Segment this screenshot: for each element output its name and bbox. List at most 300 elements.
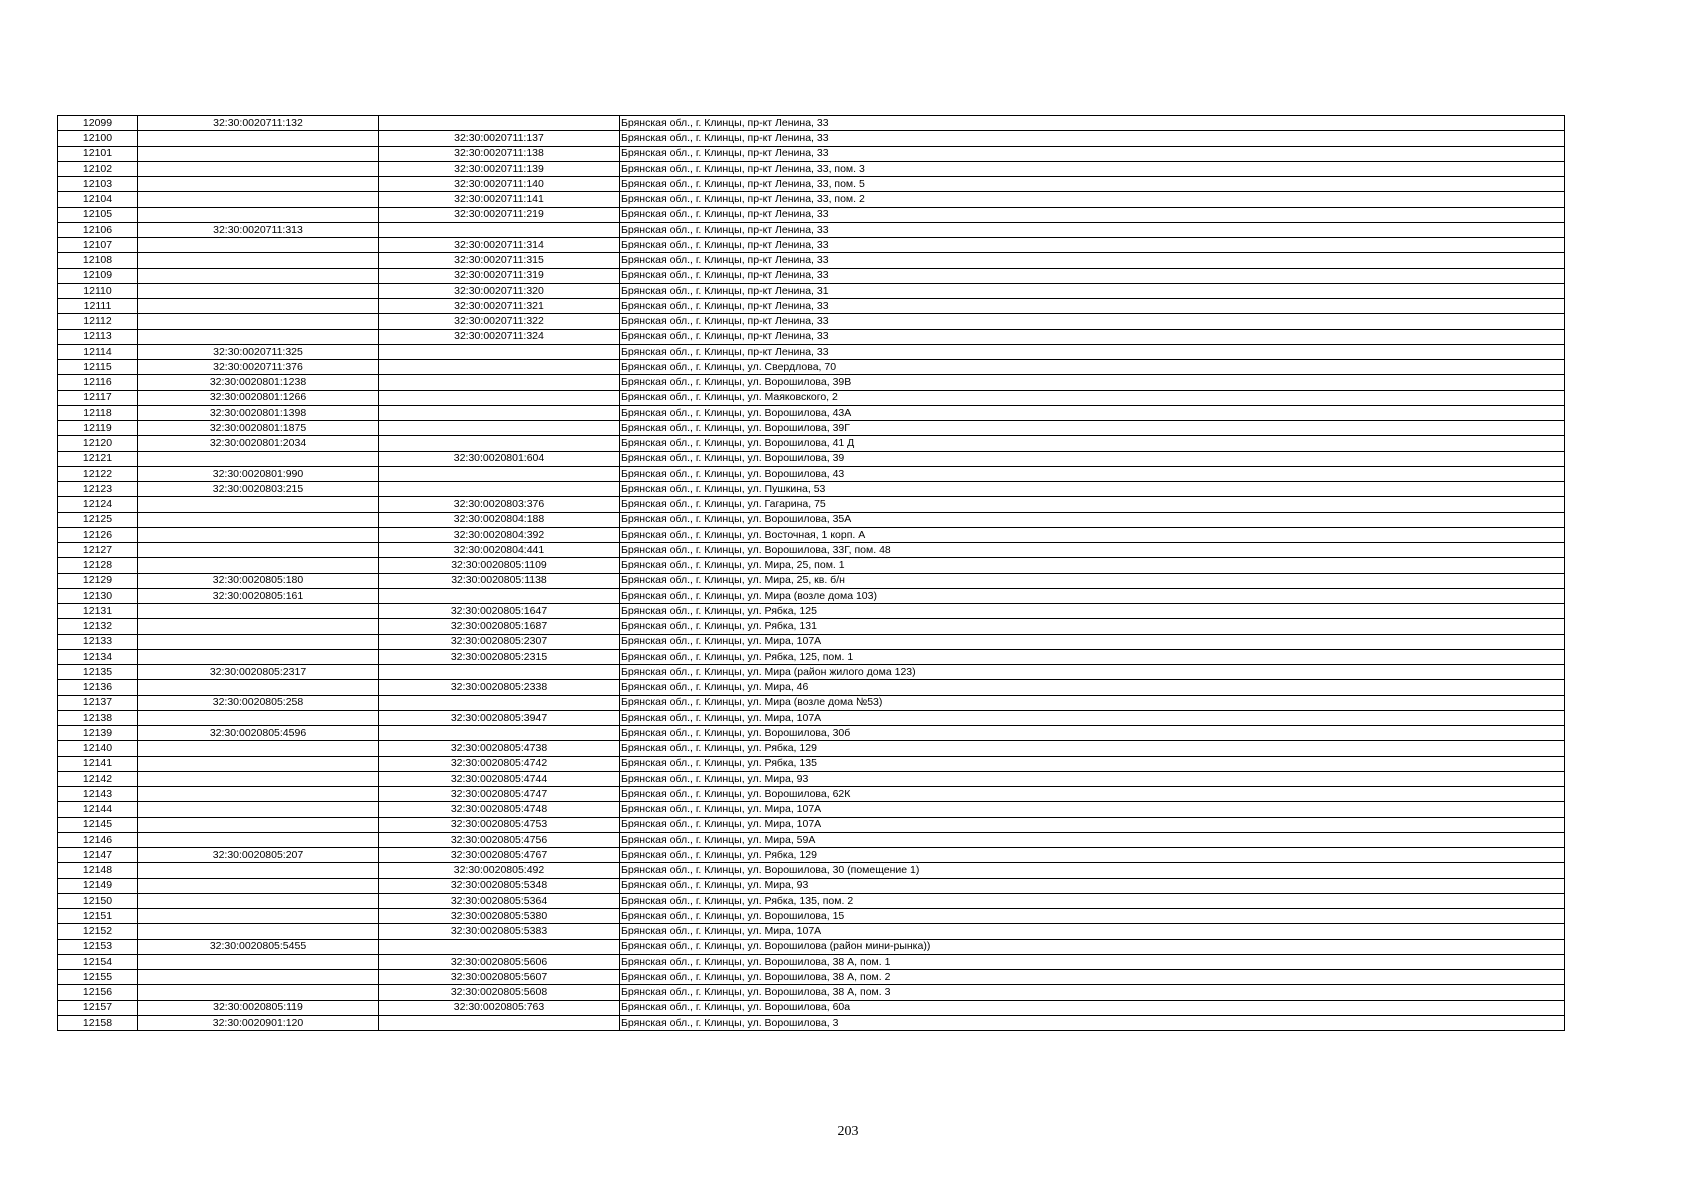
row-number-cell: 12154: [58, 954, 138, 969]
row-number-cell: 12122: [58, 466, 138, 481]
object-cadastral-number-cell: 32:30:0020805:5607: [379, 970, 620, 985]
row-number-cell: 12143: [58, 787, 138, 802]
address-cell: Брянская обл., г. Клинцы, пр-кт Ленина, 33: [620, 268, 1565, 283]
object-cadastral-number-cell: [379, 421, 620, 436]
object-cadastral-number-cell: 32:30:0020805:5608: [379, 985, 620, 1000]
table-row: [58, 390, 1565, 405]
object-cadastral-number-cell: 32:30:0020805:1138: [379, 573, 620, 588]
row-number-cell: 12117: [58, 390, 138, 405]
table-row: [58, 817, 1565, 832]
land-cadastral-number-cell: 32:30:0020805:119: [138, 1000, 379, 1015]
object-cadastral-number-cell: 32:30:0020711:139: [379, 161, 620, 176]
row-number-cell: 12100: [58, 131, 138, 146]
address-cell: Брянская обл., г. Клинцы, ул. Мира, 107А: [620, 802, 1565, 817]
address-cell: Брянская обл., г. Клинцы, ул. Ворошилова, 60а: [620, 1000, 1565, 1015]
object-cadastral-number-cell: 32:30:0020805:4744: [379, 771, 620, 786]
row-number-cell: 12151: [58, 909, 138, 924]
land-cadastral-number-cell: [138, 314, 379, 329]
object-cadastral-number-cell: 32:30:0020804:441: [379, 543, 620, 558]
table-row: [58, 375, 1565, 390]
object-cadastral-number-cell: 32:30:0020711:137: [379, 131, 620, 146]
land-cadastral-number-cell: 32:30:0020711:313: [138, 222, 379, 237]
object-cadastral-number-cell: [379, 375, 620, 390]
object-cadastral-number-cell: 32:30:0020711:219: [379, 207, 620, 222]
land-cadastral-number-cell: [138, 558, 379, 573]
object-cadastral-number-cell: 32:30:0020711:321: [379, 299, 620, 314]
object-cadastral-number-cell: 32:30:0020805:492: [379, 863, 620, 878]
address-cell: Брянская обл., г. Клинцы, пр-кт Ленина, 33: [620, 238, 1565, 253]
address-cell: Брянская обл., г. Клинцы, ул. Ворошилова, 35А: [620, 512, 1565, 527]
land-cadastral-number-cell: [138, 954, 379, 969]
table-row: [58, 360, 1565, 375]
address-cell: Брянская обл., г. Клинцы, ул. Свердлова, 70: [620, 360, 1565, 375]
row-number-cell: 12101: [58, 146, 138, 161]
land-cadastral-number-cell: [138, 878, 379, 893]
land-cadastral-number-cell: [138, 177, 379, 192]
table-row: [58, 161, 1565, 176]
row-number-cell: 12118: [58, 405, 138, 420]
row-number-cell: 12144: [58, 802, 138, 817]
table-row: [58, 482, 1565, 497]
row-number-cell: 12113: [58, 329, 138, 344]
table-row: [58, 222, 1565, 237]
table-row: [58, 192, 1565, 207]
land-cadastral-number-cell: [138, 543, 379, 558]
object-cadastral-number-cell: 32:30:0020804:188: [379, 512, 620, 527]
land-cadastral-number-cell: 32:30:0020801:1875: [138, 421, 379, 436]
object-cadastral-number-cell: 32:30:0020805:2315: [379, 649, 620, 664]
table-row: [58, 344, 1565, 359]
object-cadastral-number-cell: [379, 939, 620, 954]
row-number-cell: 12107: [58, 238, 138, 253]
table-row: [58, 466, 1565, 481]
row-number-cell: 12140: [58, 741, 138, 756]
object-cadastral-number-cell: 32:30:0020805:5383: [379, 924, 620, 939]
object-cadastral-number-cell: 32:30:0020804:392: [379, 527, 620, 542]
land-cadastral-number-cell: [138, 802, 379, 817]
table-row: [58, 299, 1565, 314]
object-cadastral-number-cell: [379, 222, 620, 237]
object-cadastral-number-cell: 32:30:0020805:4753: [379, 817, 620, 832]
address-cell: Брянская обл., г. Клинцы, ул. Рябка, 125, пом. 1: [620, 649, 1565, 664]
land-cadastral-number-cell: [138, 512, 379, 527]
land-cadastral-number-cell: [138, 756, 379, 771]
registry-table: [57, 115, 1565, 1031]
row-number-cell: 12126: [58, 527, 138, 542]
table-row: [58, 695, 1565, 710]
row-number-cell: 12104: [58, 192, 138, 207]
land-cadastral-number-cell: 32:30:0020805:180: [138, 573, 379, 588]
object-cadastral-number-cell: [379, 390, 620, 405]
address-cell: Брянская обл., г. Клинцы, ул. Мира, 107А: [620, 634, 1565, 649]
row-number-cell: 12148: [58, 863, 138, 878]
address-cell: Брянская обл., г. Клинцы, ул. Мира, 93: [620, 771, 1565, 786]
table-row: [58, 970, 1565, 985]
object-cadastral-number-cell: [379, 405, 620, 420]
land-cadastral-number-cell: [138, 604, 379, 619]
object-cadastral-number-cell: 32:30:0020805:5364: [379, 893, 620, 908]
address-cell: Брянская обл., г. Клинцы, пр-кт Ленина, 33: [620, 146, 1565, 161]
address-cell: Брянская обл., г. Клинцы, ул. Ворошилова, 38 А, пом. 3: [620, 985, 1565, 1000]
table-row: [58, 405, 1565, 420]
row-number-cell: 12120: [58, 436, 138, 451]
table-row: [58, 832, 1565, 847]
land-cadastral-number-cell: [138, 253, 379, 268]
address-cell: Брянская обл., г. Клинцы, ул. Ворошилова, 39Г: [620, 421, 1565, 436]
land-cadastral-number-cell: [138, 268, 379, 283]
table-row: [58, 726, 1565, 741]
land-cadastral-number-cell: [138, 832, 379, 847]
land-cadastral-number-cell: [138, 299, 379, 314]
table-row: [58, 573, 1565, 588]
object-cadastral-number-cell: [379, 695, 620, 710]
address-cell: Брянская обл., г. Клинцы, ул. Ворошилова (район мини-рынка)): [620, 939, 1565, 954]
address-cell: Брянская обл., г. Клинцы, ул. Рябка, 131: [620, 619, 1565, 634]
row-number-cell: 12116: [58, 375, 138, 390]
row-number-cell: 12105: [58, 207, 138, 222]
row-number-cell: 12152: [58, 924, 138, 939]
address-cell: Брянская обл., г. Клинцы, пр-кт Ленина, 33: [620, 222, 1565, 237]
address-cell: Брянская обл., г. Клинцы, пр-кт Ленина, 33: [620, 207, 1565, 222]
object-cadastral-number-cell: 32:30:0020805:1647: [379, 604, 620, 619]
table-row: [58, 421, 1565, 436]
address-cell: Брянская обл., г. Клинцы, пр-кт Ленина, 33, пом. 3: [620, 161, 1565, 176]
address-cell: Брянская обл., г. Клинцы, пр-кт Ленина, 31: [620, 283, 1565, 298]
object-cadastral-number-cell: 32:30:0020805:4738: [379, 741, 620, 756]
address-cell: Брянская обл., г. Клинцы, ул. Мира, 107А: [620, 710, 1565, 725]
address-cell: Брянская обл., г. Клинцы, пр-кт Ленина, 33: [620, 253, 1565, 268]
row-number-cell: 12128: [58, 558, 138, 573]
land-cadastral-number-cell: 32:30:0020805:5455: [138, 939, 379, 954]
object-cadastral-number-cell: 32:30:0020805:3947: [379, 710, 620, 725]
object-cadastral-number-cell: [379, 588, 620, 603]
land-cadastral-number-cell: [138, 283, 379, 298]
land-cadastral-number-cell: [138, 893, 379, 908]
table-row: [58, 863, 1565, 878]
table-row: [58, 1000, 1565, 1015]
land-cadastral-number-cell: [138, 680, 379, 695]
object-cadastral-number-cell: 32:30:0020805:4747: [379, 787, 620, 802]
table-row: [58, 741, 1565, 756]
row-number-cell: 12145: [58, 817, 138, 832]
table-row: [58, 771, 1565, 786]
land-cadastral-number-cell: 32:30:0020801:1238: [138, 375, 379, 390]
address-cell: Брянская обл., г. Клинцы, ул. Мира, 93: [620, 878, 1565, 893]
row-number-cell: 12136: [58, 680, 138, 695]
object-cadastral-number-cell: [379, 726, 620, 741]
address-cell: Брянская обл., г. Клинцы, ул. Восточная, 1 корп. А: [620, 527, 1565, 542]
address-cell: Брянская обл., г. Клинцы, ул. Рябка, 125: [620, 604, 1565, 619]
land-cadastral-number-cell: [138, 146, 379, 161]
table-row: [58, 649, 1565, 664]
object-cadastral-number-cell: [379, 466, 620, 481]
address-cell: Брянская обл., г. Клинцы, ул. Ворошилова, 39В: [620, 375, 1565, 390]
land-cadastral-number-cell: [138, 970, 379, 985]
row-number-cell: 12134: [58, 649, 138, 664]
land-cadastral-number-cell: 32:30:0020801:1266: [138, 390, 379, 405]
object-cadastral-number-cell: 32:30:0020803:376: [379, 497, 620, 512]
table-row: [58, 329, 1565, 344]
table-row: [58, 893, 1565, 908]
land-cadastral-number-cell: 32:30:0020805:2317: [138, 665, 379, 680]
land-cadastral-number-cell: 32:30:0020803:215: [138, 482, 379, 497]
row-number-cell: 12103: [58, 177, 138, 192]
object-cadastral-number-cell: 32:30:0020801:604: [379, 451, 620, 466]
address-cell: Брянская обл., г. Клинцы, пр-кт Ленина, 33, пом. 2: [620, 192, 1565, 207]
table-row: [58, 268, 1565, 283]
object-cadastral-number-cell: 32:30:0020805:5606: [379, 954, 620, 969]
land-cadastral-number-cell: 32:30:0020805:207: [138, 848, 379, 863]
object-cadastral-number-cell: 32:30:0020805:4748: [379, 802, 620, 817]
address-cell: Брянская обл., г. Клинцы, ул. Ворошилова, 30 (помещение 1): [620, 863, 1565, 878]
object-cadastral-number-cell: 32:30:0020805:2307: [379, 634, 620, 649]
table-row: [58, 177, 1565, 192]
land-cadastral-number-cell: 32:30:0020801:2034: [138, 436, 379, 451]
row-number-cell: 12129: [58, 573, 138, 588]
object-cadastral-number-cell: 32:30:0020711:324: [379, 329, 620, 344]
object-cadastral-number-cell: [379, 482, 620, 497]
object-cadastral-number-cell: [379, 116, 620, 131]
row-number-cell: 12153: [58, 939, 138, 954]
address-cell: Брянская обл., г. Клинцы, ул. Мира, 25, кв. б/н: [620, 573, 1565, 588]
row-number-cell: 12132: [58, 619, 138, 634]
row-number-cell: 12135: [58, 665, 138, 680]
table-row: [58, 116, 1565, 131]
land-cadastral-number-cell: 32:30:0020805:258: [138, 695, 379, 710]
land-cadastral-number-cell: [138, 817, 379, 832]
land-cadastral-number-cell: [138, 207, 379, 222]
land-cadastral-number-cell: 32:30:0020901:120: [138, 1015, 379, 1030]
address-cell: Брянская обл., г. Клинцы, пр-кт Ленина, 33: [620, 299, 1565, 314]
address-cell: Брянская обл., г. Клинцы, ул. Рябка, 135: [620, 756, 1565, 771]
table-row: [58, 939, 1565, 954]
land-cadastral-number-cell: 32:30:0020801:990: [138, 466, 379, 481]
row-number-cell: 12130: [58, 588, 138, 603]
address-cell: Брянская обл., г. Клинцы, ул. Гагарина, 75: [620, 497, 1565, 512]
row-number-cell: 12125: [58, 512, 138, 527]
address-cell: Брянская обл., г. Клинцы, ул. Ворошилова, 62К: [620, 787, 1565, 802]
row-number-cell: 12123: [58, 482, 138, 497]
row-number-cell: 12158: [58, 1015, 138, 1030]
land-cadastral-number-cell: 32:30:0020711:132: [138, 116, 379, 131]
address-cell: Брянская обл., г. Клинцы, ул. Ворошилова, 33Г, пом. 48: [620, 543, 1565, 558]
registry-table-body: [58, 116, 1565, 1031]
table-row: [58, 680, 1565, 695]
address-cell: Брянская обл., г. Клинцы, пр-кт Ленина, 33, пом. 5: [620, 177, 1565, 192]
table-row: [58, 878, 1565, 893]
row-number-cell: 12137: [58, 695, 138, 710]
object-cadastral-number-cell: 32:30:0020805:763: [379, 1000, 620, 1015]
row-number-cell: 12111: [58, 299, 138, 314]
address-cell: Брянская обл., г. Клинцы, ул. Рябка, 135, пом. 2: [620, 893, 1565, 908]
table-row: [58, 512, 1565, 527]
row-number-cell: 12131: [58, 604, 138, 619]
table-row: [58, 665, 1565, 680]
table-row: [58, 146, 1565, 161]
table-row: [58, 451, 1565, 466]
address-cell: Брянская обл., г. Клинцы, ул. Мира (возле дома 103): [620, 588, 1565, 603]
row-number-cell: 12102: [58, 161, 138, 176]
row-number-cell: 12142: [58, 771, 138, 786]
row-number-cell: 12147: [58, 848, 138, 863]
row-number-cell: 12133: [58, 634, 138, 649]
object-cadastral-number-cell: [379, 436, 620, 451]
address-cell: Брянская обл., г. Клинцы, ул. Ворошилова, 38 А, пом. 1: [620, 954, 1565, 969]
row-number-cell: 12115: [58, 360, 138, 375]
page-number: 203: [837, 1124, 859, 1139]
land-cadastral-number-cell: [138, 161, 379, 176]
row-number-cell: 12106: [58, 222, 138, 237]
address-cell: Брянская обл., г. Клинцы, ул. Маяковского, 2: [620, 390, 1565, 405]
land-cadastral-number-cell: [138, 192, 379, 207]
table-row: [58, 238, 1565, 253]
land-cadastral-number-cell: [138, 634, 379, 649]
table-row: [58, 924, 1565, 939]
table-row: [58, 756, 1565, 771]
row-number-cell: 12109: [58, 268, 138, 283]
table-row: [58, 909, 1565, 924]
object-cadastral-number-cell: 32:30:0020711:315: [379, 253, 620, 268]
table-row: [58, 436, 1565, 451]
table-row: [58, 619, 1565, 634]
row-number-cell: 12155: [58, 970, 138, 985]
land-cadastral-number-cell: 32:30:0020711:376: [138, 360, 379, 375]
address-cell: Брянская обл., г. Клинцы, ул. Ворошилова, 30б: [620, 726, 1565, 741]
address-cell: Брянская обл., г. Клинцы, ул. Мира, 25, пом. 1: [620, 558, 1565, 573]
object-cadastral-number-cell: 32:30:0020805:4756: [379, 832, 620, 847]
address-cell: Брянская обл., г. Клинцы, ул. Ворошилова, 41 Д: [620, 436, 1565, 451]
table-row: [58, 710, 1565, 725]
table-row: [58, 131, 1565, 146]
land-cadastral-number-cell: [138, 131, 379, 146]
table-row: [58, 558, 1565, 573]
object-cadastral-number-cell: 32:30:0020805:1687: [379, 619, 620, 634]
address-cell: Брянская обл., г. Клинцы, ул. Мира, 59А: [620, 832, 1565, 847]
land-cadastral-number-cell: [138, 863, 379, 878]
land-cadastral-number-cell: [138, 710, 379, 725]
table-row: [58, 954, 1565, 969]
object-cadastral-number-cell: 32:30:0020711:140: [379, 177, 620, 192]
table-row: [58, 604, 1565, 619]
address-cell: Брянская обл., г. Клинцы, ул. Ворошилова, 15: [620, 909, 1565, 924]
land-cadastral-number-cell: [138, 329, 379, 344]
object-cadastral-number-cell: [379, 344, 620, 359]
row-number-cell: 12141: [58, 756, 138, 771]
address-cell: Брянская обл., г. Клинцы, ул. Ворошилова, 43: [620, 466, 1565, 481]
land-cadastral-number-cell: [138, 451, 379, 466]
object-cadastral-number-cell: 32:30:0020711:322: [379, 314, 620, 329]
address-cell: Брянская обл., г. Клинцы, пр-кт Ленина, 33: [620, 116, 1565, 131]
land-cadastral-number-cell: [138, 985, 379, 1000]
address-cell: Брянская обл., г. Клинцы, ул. Мира (возле дома №53): [620, 695, 1565, 710]
table-row: [58, 543, 1565, 558]
land-cadastral-number-cell: 32:30:0020711:325: [138, 344, 379, 359]
row-number-cell: 12112: [58, 314, 138, 329]
table-row: [58, 253, 1565, 268]
row-number-cell: 12099: [58, 116, 138, 131]
table-row: [58, 588, 1565, 603]
address-cell: Брянская обл., г. Клинцы, ул. Ворошилова, 43А: [620, 405, 1565, 420]
address-cell: Брянская обл., г. Клинцы, ул. Пушкина, 53: [620, 482, 1565, 497]
address-cell: Брянская обл., г. Клинцы, пр-кт Ленина, 33: [620, 131, 1565, 146]
land-cadastral-number-cell: [138, 909, 379, 924]
land-cadastral-number-cell: [138, 527, 379, 542]
object-cadastral-number-cell: 32:30:0020805:5380: [379, 909, 620, 924]
land-cadastral-number-cell: 32:30:0020805:4596: [138, 726, 379, 741]
row-number-cell: 12124: [58, 497, 138, 512]
row-number-cell: 12139: [58, 726, 138, 741]
row-number-cell: 12157: [58, 1000, 138, 1015]
table-row: [58, 634, 1565, 649]
land-cadastral-number-cell: [138, 741, 379, 756]
table-row: [58, 314, 1565, 329]
object-cadastral-number-cell: 32:30:0020805:4767: [379, 848, 620, 863]
address-cell: Брянская обл., г. Клинцы, ул. Ворошилова, 39: [620, 451, 1565, 466]
row-number-cell: 12149: [58, 878, 138, 893]
table-row: [58, 787, 1565, 802]
land-cadastral-number-cell: [138, 238, 379, 253]
object-cadastral-number-cell: 32:30:0020711:319: [379, 268, 620, 283]
object-cadastral-number-cell: [379, 1015, 620, 1030]
row-number-cell: 12119: [58, 421, 138, 436]
row-number-cell: 12150: [58, 893, 138, 908]
object-cadastral-number-cell: 32:30:0020711:314: [379, 238, 620, 253]
object-cadastral-number-cell: [379, 360, 620, 375]
land-cadastral-number-cell: [138, 771, 379, 786]
address-cell: Брянская обл., г. Клинцы, ул. Мира, 107А: [620, 817, 1565, 832]
object-cadastral-number-cell: 32:30:0020805:5348: [379, 878, 620, 893]
object-cadastral-number-cell: 32:30:0020711:138: [379, 146, 620, 161]
table-row: [58, 802, 1565, 817]
address-cell: Брянская обл., г. Клинцы, пр-кт Ленина, 33: [620, 314, 1565, 329]
row-number-cell: 12114: [58, 344, 138, 359]
address-cell: Брянская обл., г. Клинцы, ул. Мира (район жилого дома 123): [620, 665, 1565, 680]
land-cadastral-number-cell: [138, 497, 379, 512]
row-number-cell: 12121: [58, 451, 138, 466]
row-number-cell: 12108: [58, 253, 138, 268]
object-cadastral-number-cell: 32:30:0020711:320: [379, 283, 620, 298]
land-cadastral-number-cell: 32:30:0020801:1398: [138, 405, 379, 420]
object-cadastral-number-cell: 32:30:0020711:141: [379, 192, 620, 207]
object-cadastral-number-cell: 32:30:0020805:2338: [379, 680, 620, 695]
table-row: [58, 497, 1565, 512]
object-cadastral-number-cell: 32:30:0020805:4742: [379, 756, 620, 771]
row-number-cell: 12146: [58, 832, 138, 847]
row-number-cell: 12138: [58, 710, 138, 725]
table-row: [58, 207, 1565, 222]
land-cadastral-number-cell: [138, 619, 379, 634]
address-cell: Брянская обл., г. Клинцы, ул. Мира, 107А: [620, 924, 1565, 939]
table-row: [58, 527, 1565, 542]
address-cell: Брянская обл., г. Клинцы, пр-кт Ленина, 33: [620, 344, 1565, 359]
land-cadastral-number-cell: [138, 649, 379, 664]
land-cadastral-number-cell: 32:30:0020805:161: [138, 588, 379, 603]
table-row: [58, 1015, 1565, 1030]
address-cell: Брянская обл., г. Клинцы, ул. Ворошилова, 3: [620, 1015, 1565, 1030]
row-number-cell: 12127: [58, 543, 138, 558]
object-cadastral-number-cell: 32:30:0020805:1109: [379, 558, 620, 573]
address-cell: Брянская обл., г. Клинцы, ул. Рябка, 129: [620, 848, 1565, 863]
address-cell: Брянская обл., г. Клинцы, пр-кт Ленина, 33: [620, 329, 1565, 344]
address-cell: Брянская обл., г. Клинцы, ул. Рябка, 129: [620, 741, 1565, 756]
row-number-cell: 12110: [58, 283, 138, 298]
row-number-cell: 12156: [58, 985, 138, 1000]
table-row: [58, 848, 1565, 863]
land-cadastral-number-cell: [138, 924, 379, 939]
address-cell: Брянская обл., г. Клинцы, ул. Ворошилова, 38 А, пом. 2: [620, 970, 1565, 985]
address-cell: Брянская обл., г. Клинцы, ул. Мира, 46: [620, 680, 1565, 695]
land-cadastral-number-cell: [138, 787, 379, 802]
